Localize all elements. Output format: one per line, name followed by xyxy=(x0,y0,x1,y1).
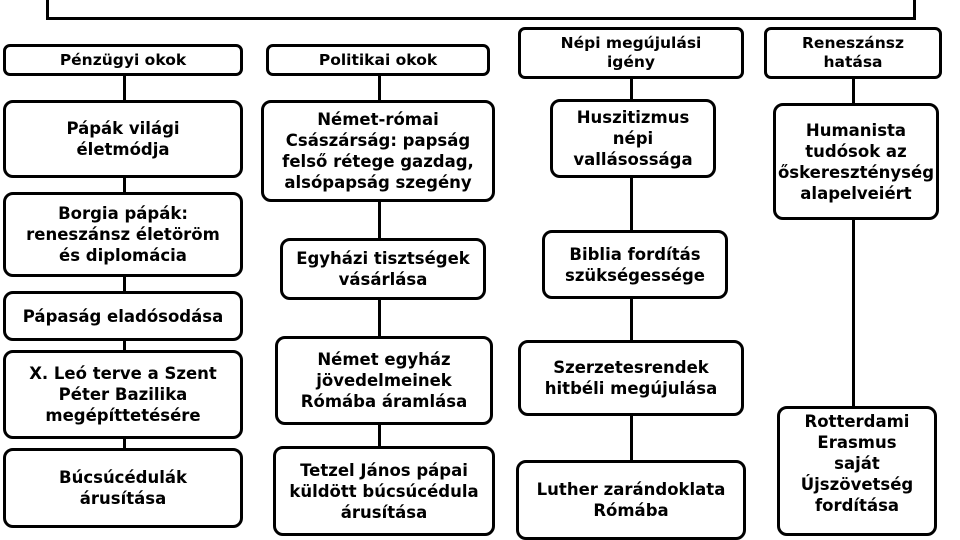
node-tetzel-janos: Tetzel János pápai küldött búcsúcédula árusítása xyxy=(273,446,495,536)
node-humanista-tudosok: Humanista tudósok az őskereszténység alapelveiért xyxy=(773,103,939,220)
connector-line xyxy=(123,72,126,102)
node-huszitizmus: Huszitizmus népi vallásossága xyxy=(550,99,716,178)
node-egyhazi-tisztsegek: Egyházi tisztségek vásárlása xyxy=(280,238,486,300)
connector-line xyxy=(630,414,633,462)
node-x-leo-terve: X. Leó terve a Szent Péter Bazilika megépíttetésére xyxy=(3,350,243,439)
connector-line xyxy=(378,298,381,338)
header-politikai-okok: Politikai okok xyxy=(266,44,490,76)
node-nemet-egyhaz-jovedelmei: Német egyház jövedelmeinek Rómába áramlása xyxy=(275,336,493,425)
connector-line xyxy=(852,218,855,408)
header-reneszansz-hatasa: Reneszánsz hatása xyxy=(764,27,942,79)
connector-line xyxy=(852,77,855,105)
node-luther-zarandoklata: Luther zarándoklata Rómába xyxy=(516,460,746,540)
connector-line xyxy=(630,297,633,342)
connector-line xyxy=(630,176,633,232)
header-penzugyi-okok: Pénzügyi okok xyxy=(3,44,243,76)
node-nemet-romai-csaszarsag: Német-római Császárság: papság felső rétege gazdag, alsópapság szegény xyxy=(261,100,495,202)
node-rotterdami-erasmus: Rotterdami Erasmus saját Újszövetség fordítása xyxy=(777,406,937,536)
connector-line xyxy=(630,77,633,101)
header-nepi-megujulasi-igeny: Népi megújulási igény xyxy=(518,27,744,79)
title-banner xyxy=(46,0,916,20)
connector-line xyxy=(378,200,381,240)
node-biblia-forditas: Biblia fordítás szükségessége xyxy=(542,230,728,299)
node-papak-vilagi-eletmodja: Pápák világi életmódja xyxy=(3,100,243,178)
node-bucsucedulak-arusitasa: Búcsúcédulák árusítása xyxy=(3,448,243,528)
node-szerzetesrendek: Szerzetesrendek hitbéli megújulása xyxy=(518,340,744,416)
node-borgia-papak: Borgia pápák: reneszánsz életöröm és diplomácia xyxy=(3,192,243,277)
node-papasag-eladosodasa: Pápaság eladósodása xyxy=(3,291,243,341)
connector-line xyxy=(378,74,381,102)
connector-line xyxy=(378,423,381,448)
